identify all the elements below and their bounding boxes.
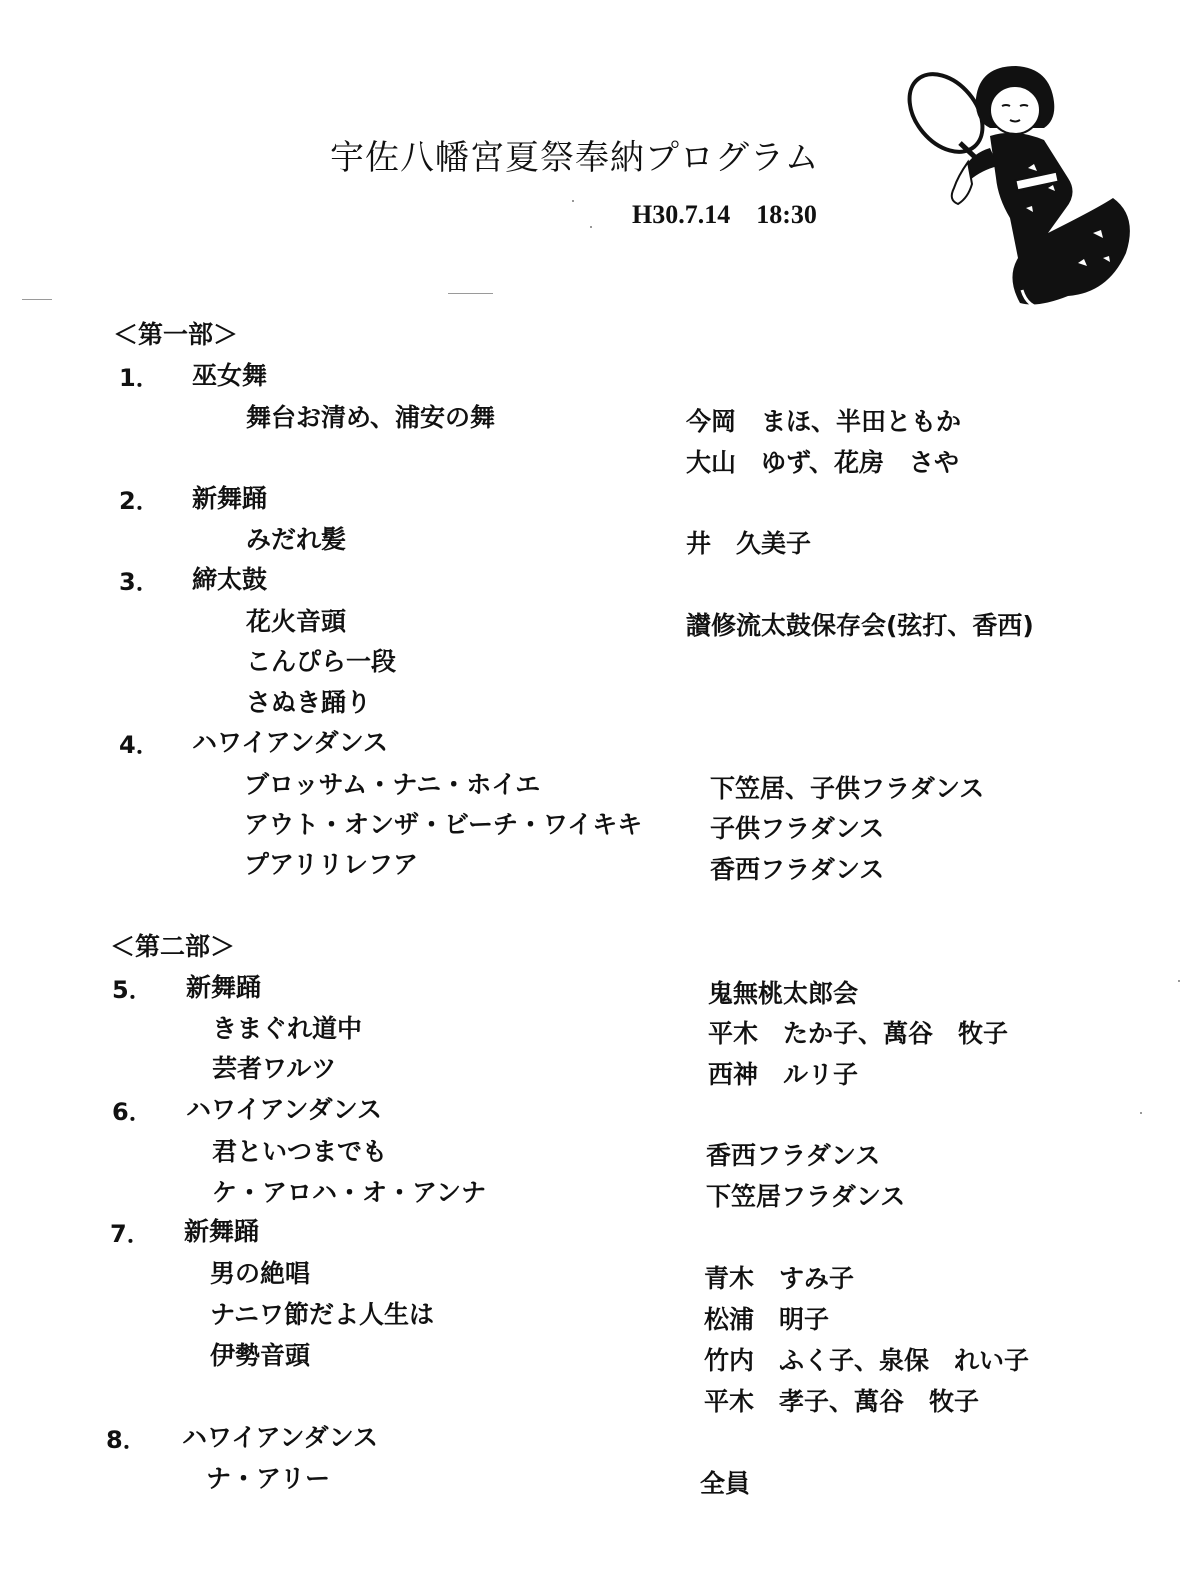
program-performer: 竹内 ふく子、泉保 れい子 [704, 1346, 1030, 1375]
program-performer: 松浦 明子 [704, 1305, 830, 1334]
program-number: 1． [119, 364, 160, 392]
dancing-woman-with-fan-icon [898, 58, 1148, 316]
program-genre: 新舞踊 [184, 1217, 260, 1246]
program-piece: アウト・オンザ・ビーチ・ワイキキ [244, 810, 643, 839]
program-performer: 下笠居フラダンス [706, 1182, 906, 1211]
scan-speck [1178, 980, 1180, 982]
program-piece: 舞台お清め、浦安の舞 [246, 403, 496, 432]
scan-mark [448, 293, 493, 294]
program-piece: プアリリレフア [244, 850, 419, 879]
program-piece: さぬき踊り [246, 688, 372, 717]
program-genre: ハワイアンダンス [182, 1423, 379, 1452]
program-performer: 井 久美子 [686, 529, 812, 558]
scan-speck [590, 226, 592, 228]
scan-speck [1140, 1112, 1142, 1114]
program-genre: ハワイアンダンス [192, 728, 389, 757]
program-piece: 伊勢音頭 [210, 1341, 311, 1370]
program-number: 6． [112, 1098, 153, 1126]
program-piece: こんぴら一段 [246, 647, 397, 676]
program-performer: 下笠居、子供フラダンス [710, 774, 985, 803]
program-piece: ケ・アロハ・オ・アンナ [212, 1178, 487, 1207]
scan-mark [22, 299, 52, 300]
program-number: 8． [106, 1426, 147, 1454]
program-piece: きまぐれ道中 [212, 1014, 363, 1043]
program-piece: ナニワ節だよ人生は [210, 1300, 435, 1329]
event-time: 18:30 [756, 200, 817, 229]
program-performer: 西神 ルリ子 [708, 1060, 859, 1089]
program-number: 5． [112, 976, 153, 1004]
program-performer: 平木 たか子、萬谷 牧子 [708, 1019, 1009, 1048]
program-genre: 新舞踊 [186, 973, 262, 1002]
program-performer: 大山 ゆず、花房 さや [686, 448, 960, 477]
program-performer: 鬼無桃太郎会 [708, 979, 859, 1008]
part1-heading: ＜第一部＞ [113, 320, 239, 349]
program-piece: 花火音頭 [246, 607, 347, 636]
program-number: 7． [110, 1220, 151, 1248]
program-performer: 香西フラダンス [706, 1141, 881, 1170]
program-number: 2． [119, 487, 160, 515]
program-piece: ナ・アリー [206, 1464, 331, 1493]
program-piece: 男の絶唱 [210, 1259, 311, 1288]
program-piece: ブロッサム・ナニ・ホイエ [244, 770, 541, 799]
program-number: 3． [119, 568, 160, 596]
event-datetime [632, 200, 817, 230]
program-piece: 君といつまでも [212, 1137, 388, 1166]
program-performer: 平木 孝子、萬谷 牧子 [704, 1387, 980, 1416]
program-performer: 青木 すみ子 [704, 1264, 855, 1293]
event-date: H30.7.14 [632, 200, 731, 229]
program-number: 4． [119, 731, 160, 759]
program-genre: ハワイアンダンス [186, 1095, 383, 1124]
program-piece: みだれ髪 [246, 525, 347, 554]
program-performer: 讃修流太鼓保存会(弦打、香西) [686, 611, 1034, 640]
program-performer: 子供フラダンス [710, 814, 885, 843]
program-performer: 全員 [700, 1469, 751, 1498]
program-genre: 新舞踊 [192, 484, 268, 513]
scan-speck [572, 200, 574, 202]
program-performer: 香西フラダンス [710, 855, 885, 884]
program-genre: 巫女舞 [192, 361, 268, 390]
page-title: 宇佐八幡宮夏祭奉納プログラム [330, 138, 820, 178]
program-performer: 今岡 まほ、半田ともか [686, 407, 962, 436]
program-piece: 芸者ワルツ [212, 1054, 337, 1083]
part2-heading: ＜第二部＞ [110, 932, 236, 961]
program-genre: 締太鼓 [192, 565, 268, 594]
